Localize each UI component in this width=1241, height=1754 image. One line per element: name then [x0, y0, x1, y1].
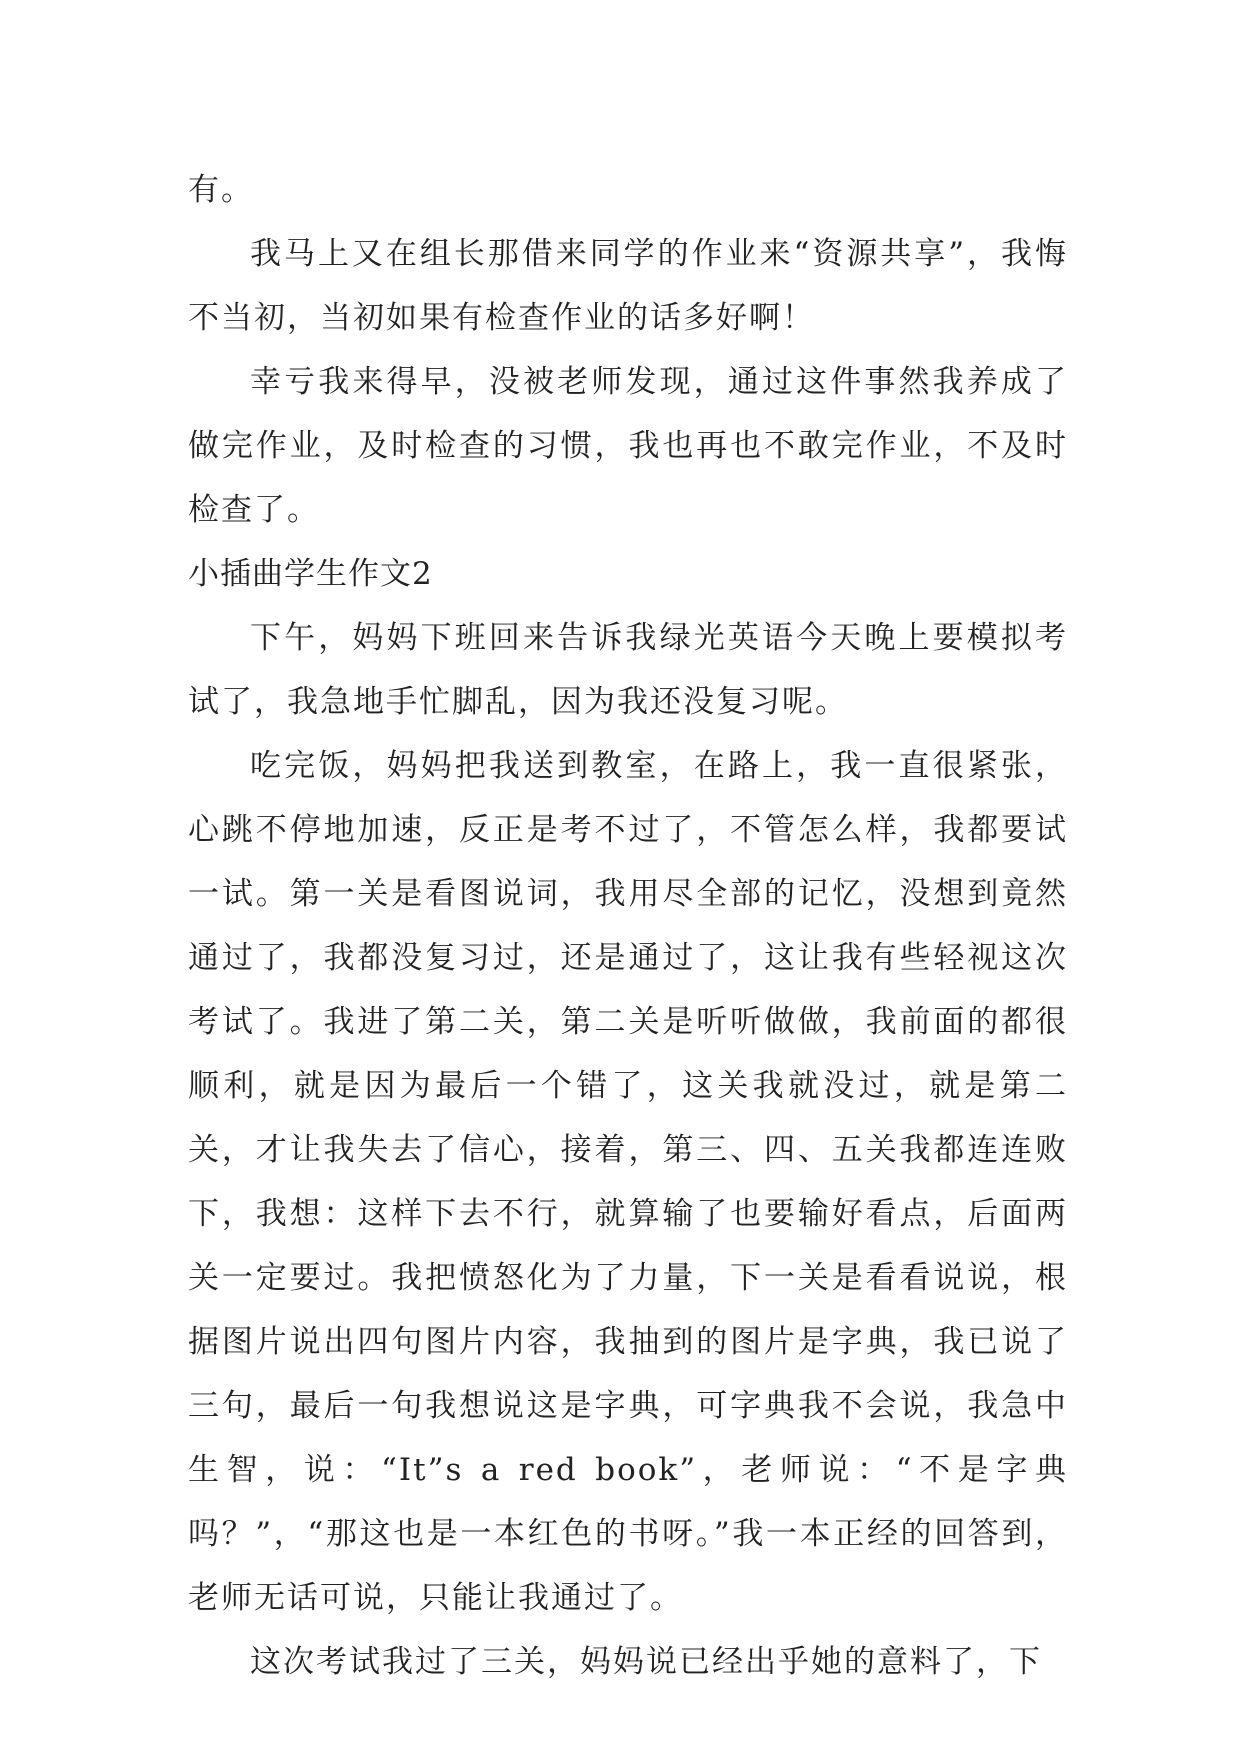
paragraph: 这次考试我过了三关，妈妈说已经出乎她的意料了，下	[250, 1644, 1042, 1680]
paragraph: 我马上又在组长那借来同学的作业来“资源共享”，我悔不当初，当初如果有检查作业的话多好啊！	[188, 236, 1068, 336]
paragraph: 幸亏我来得早，没被老师发现，通过这件事然我养成了做完作业，及时检查的习惯，我也再也不敢完作业，不及时检查了。	[188, 364, 1068, 528]
paragraph: 有。	[188, 172, 254, 208]
paragraph: 下午，妈妈下班回来告诉我绿光英语今天晚上要模拟考试了，我急地手忙脚乱，因为我还没复习呢。	[188, 620, 1068, 720]
paragraph: 吃完饭，妈妈把我送到教室，在路上，我一直很紧张，心跳不停地加速，反正是考不过了，不管怎么样，我都要试一试。第一关是看图说词，我用尽全部的记忆，没想到竟然通过了，我都没复习过，还是通过了，这让我有些轻视这次考试了。我进了第二关，第二关是听听做做，我前面的都很顺利，就是因为最后一个错了，这关我就没过，就是第二关，才让我失去了信心，接着，第三、四、五关我都连连败下，我想：这样下去不行，就算输了也要输好看点，后面两关一定要过。我把愤怒化为了力量，下一关是看看说说，根据图片说出四句图片内容，我抽到的图片是字典，我已说了三句，最后一句我想说这是字典，可字典我不会说，我急中生智，说：“It”s a red book”，老师说：“不是字典吗？”，“那这也是一本红色的书呀。”我一本正经的回答到，老师无话可说，只能让我通过了。	[188, 748, 1068, 1616]
section-heading: 小插曲学生作文2	[188, 556, 433, 592]
document-body	[188, 158, 1068, 1694]
